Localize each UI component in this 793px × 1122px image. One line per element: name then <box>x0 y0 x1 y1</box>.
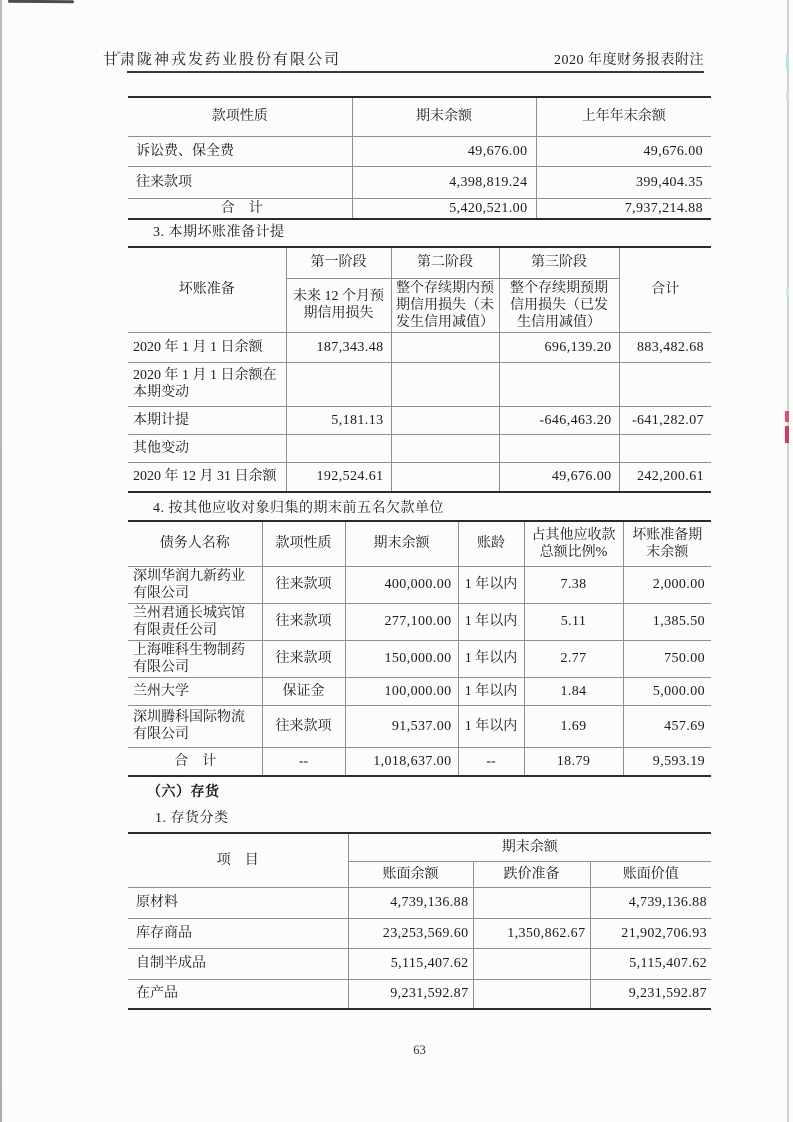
table-payment-nature <box>128 96 711 220</box>
row-label-cell: 往来款项 <box>128 166 352 198</box>
section-heading-inventory: （六）存货 <box>147 785 220 800</box>
table-row <box>128 332 711 362</box>
table-row <box>128 434 711 462</box>
amount-cell: 49,676.00 <box>536 136 711 166</box>
column-subheader: 整个存续期内预期信用损失（未发生信用减值） <box>391 278 499 332</box>
debtor-name-cell: 兰州大学 <box>128 677 262 705</box>
amount-cell: 192,524.61 <box>286 462 391 492</box>
amount-cell <box>391 406 499 434</box>
table-row <box>128 705 711 747</box>
row-label-cell: 诉讼费、保全费 <box>128 136 352 166</box>
column-header: 合计 <box>619 247 711 332</box>
table-header-row <box>128 247 711 278</box>
column-header: 期末余额 <box>345 521 458 566</box>
column-group-header: 期末余额 <box>348 833 711 861</box>
amount-cell: 9,231,592.87 <box>348 979 473 1009</box>
aging-cell: -- <box>458 747 524 776</box>
aging-cell: 1 年以内 <box>458 603 524 640</box>
debtor-name-cell: 深圳华润九新药业有限公司 <box>128 566 262 603</box>
table-inventory-classification <box>128 832 711 1010</box>
percent-cell: 7.38 <box>524 566 623 603</box>
scan-smudge-top <box>8 0 74 3</box>
amount-cell: 5,420,521.00 <box>352 198 536 219</box>
table-row <box>128 603 711 640</box>
row-label-cell: 本期计提 <box>128 406 286 434</box>
table-row <box>128 677 711 705</box>
section-heading-top5-debtors: 4. 按其他应收对象归集的期末前五名欠款单位 <box>153 501 444 516</box>
column-subheader: 跌价准备 <box>473 861 590 887</box>
amount-cell: 49,676.00 <box>499 462 619 492</box>
amount-cell: 2,000.00 <box>623 566 711 603</box>
debtor-name-cell: 深圳腾科国际物流有限公司 <box>128 705 262 747</box>
column-header: 期末余额 <box>352 97 536 136</box>
amount-cell <box>473 948 590 979</box>
nature-cell: -- <box>262 747 345 776</box>
amount-cell: 23,253,569.60 <box>348 918 473 948</box>
table-row <box>128 918 711 948</box>
amount-cell: 457.69 <box>623 705 711 747</box>
amount-cell: 1,350,862.67 <box>473 918 590 948</box>
amount-cell: 696,139.20 <box>499 332 619 362</box>
amount-cell: 21,902,706.93 <box>590 918 711 948</box>
aging-cell: 1 年以内 <box>458 705 524 747</box>
table-row <box>128 362 711 406</box>
nature-cell: 往来款项 <box>262 640 345 677</box>
row-label-cell: 自制半成品 <box>128 948 348 979</box>
column-subheader: 整个存续期预期信用损失（已发生信用减值） <box>499 278 619 332</box>
amount-cell: -641,282.07 <box>619 406 711 434</box>
amount-cell: 277,100.00 <box>345 603 458 640</box>
nature-cell: 保证金 <box>262 677 345 705</box>
percent-cell: 1.69 <box>524 705 623 747</box>
row-label-cell: 其他变动 <box>128 434 286 462</box>
amount-cell: 400,000.00 <box>345 566 458 603</box>
amount-cell: 4,739,136.88 <box>590 887 711 918</box>
amount-cell <box>473 979 590 1009</box>
table-top5-debtors <box>128 520 711 777</box>
row-label-cell: 原材料 <box>128 887 348 918</box>
table-row <box>128 640 711 677</box>
column-header: 债务人名称 <box>128 521 262 566</box>
table-header-row <box>128 833 711 861</box>
row-label-cell: 合 计 <box>128 747 262 776</box>
column-header: 款项性质 <box>262 521 345 566</box>
row-label-cell: 库存商品 <box>128 918 348 948</box>
amount-cell: 150,000.00 <box>345 640 458 677</box>
column-header: 款项性质 <box>128 97 352 136</box>
scan-cyan-mark <box>786 92 789 99</box>
aging-cell: 1 年以内 <box>458 640 524 677</box>
aging-cell: 1 年以内 <box>458 566 524 603</box>
debtor-name-cell: 兰州君通长城宾馆有限责任公司 <box>128 603 262 640</box>
scan-cyan-mark <box>786 288 789 296</box>
amount-cell: 7,937,214.88 <box>536 198 711 219</box>
scan-cyan-mark <box>786 54 789 69</box>
amount-cell: 1,018,637.00 <box>345 747 458 776</box>
table-row <box>128 948 711 979</box>
amount-cell: 9,231,592.87 <box>590 979 711 1009</box>
column-subheader: 账面价值 <box>590 861 711 887</box>
page-number: 63 <box>413 1043 426 1057</box>
table-total-row <box>128 747 711 776</box>
aging-cell: 1 年以内 <box>458 677 524 705</box>
column-header: 项 目 <box>128 833 348 887</box>
column-subheader: 账面余额 <box>348 861 473 887</box>
amount-cell <box>473 887 590 918</box>
amount-cell: 49,676.00 <box>352 136 536 166</box>
column-header: 占其他应收款总额比例% <box>524 521 623 566</box>
amount-cell: 91,537.00 <box>345 705 458 747</box>
table-row <box>128 166 711 198</box>
table-bad-debt-provision <box>128 246 711 493</box>
amount-cell: -646,463.20 <box>499 406 619 434</box>
amount-cell: 1,385.50 <box>623 603 711 640</box>
row-label-cell: 2020 年 1 月 1 日余额 <box>128 332 286 362</box>
amount-cell <box>391 434 499 462</box>
table-row <box>128 887 711 918</box>
debtor-name-cell: 上海唯科生物制药有限公司 <box>128 640 262 677</box>
page-header <box>103 48 704 69</box>
amount-cell: 4,739,136.88 <box>348 887 473 918</box>
table-row <box>128 566 711 603</box>
company-name: 甘肃陇神戎发药业股份有限公司 <box>103 52 342 68</box>
row-label-cell: 在产品 <box>128 979 348 1009</box>
scan-right-edge <box>787 0 789 1122</box>
row-label-cell: 2020 年 1 月 1 日余额在本期变动 <box>128 362 286 406</box>
amount-cell: 5,000.00 <box>623 677 711 705</box>
column-header: 第三阶段 <box>499 247 619 278</box>
section-heading-bad-debt: 3. 本期坏账准备计提 <box>153 225 285 240</box>
column-subheader: 未来 12 个月预期信用损失 <box>286 278 391 332</box>
table-row <box>128 979 711 1009</box>
row-label-cell: 2020 年 12 月 31 日余额 <box>128 462 286 492</box>
amount-cell: 5,115,407.62 <box>590 948 711 979</box>
table-header-row <box>128 521 711 566</box>
column-header: 第二阶段 <box>391 247 499 278</box>
amount-cell: 5,115,407.62 <box>348 948 473 979</box>
column-header: 第一阶段 <box>286 247 391 278</box>
scan-red-mark <box>785 411 789 422</box>
amount-cell: 242,200.61 <box>619 462 711 492</box>
amount-cell: 187,343.48 <box>286 332 391 362</box>
amount-cell: 100,000.00 <box>345 677 458 705</box>
amount-cell <box>499 434 619 462</box>
nature-cell: 往来款项 <box>262 705 345 747</box>
amount-cell: 5,181.13 <box>286 406 391 434</box>
amount-cell: 750.00 <box>623 640 711 677</box>
column-header: 坏账准备 <box>128 247 286 332</box>
amount-cell: 883,482.68 <box>619 332 711 362</box>
table-header-row <box>128 97 711 136</box>
table-row <box>128 406 711 434</box>
percent-cell: 2.77 <box>524 640 623 677</box>
report-title: 2020 年度财务报表附注 <box>554 53 704 68</box>
column-header: 上年年末余额 <box>536 97 711 136</box>
amount-cell <box>619 434 711 462</box>
percent-cell: 5.11 <box>524 603 623 640</box>
nature-cell: 往来款项 <box>262 566 345 603</box>
table-total-row <box>128 198 711 219</box>
amount-cell <box>391 462 499 492</box>
percent-cell: 1.84 <box>524 677 623 705</box>
amount-cell: 4,398,819.24 <box>352 166 536 198</box>
nature-cell: 往来款项 <box>262 603 345 640</box>
header-rule <box>127 71 704 73</box>
amount-cell <box>286 362 391 406</box>
scan-left-edge <box>0 0 2 1122</box>
table-row <box>128 462 711 492</box>
subsection-heading-inventory-class: 1. 存货分类 <box>155 811 229 826</box>
amount-cell <box>391 332 499 362</box>
column-header: 坏账准备期末余额 <box>623 521 711 566</box>
amount-cell <box>286 434 391 462</box>
column-header: 账龄 <box>458 521 524 566</box>
amount-cell <box>391 362 499 406</box>
amount-cell <box>499 362 619 406</box>
amount-cell: 399,404.35 <box>536 166 711 198</box>
percent-cell: 18.79 <box>524 747 623 776</box>
amount-cell <box>619 362 711 406</box>
scan-red-mark <box>785 426 789 443</box>
row-label-cell: 合 计 <box>128 198 352 219</box>
table-row <box>128 136 711 166</box>
amount-cell: 9,593.19 <box>623 747 711 776</box>
